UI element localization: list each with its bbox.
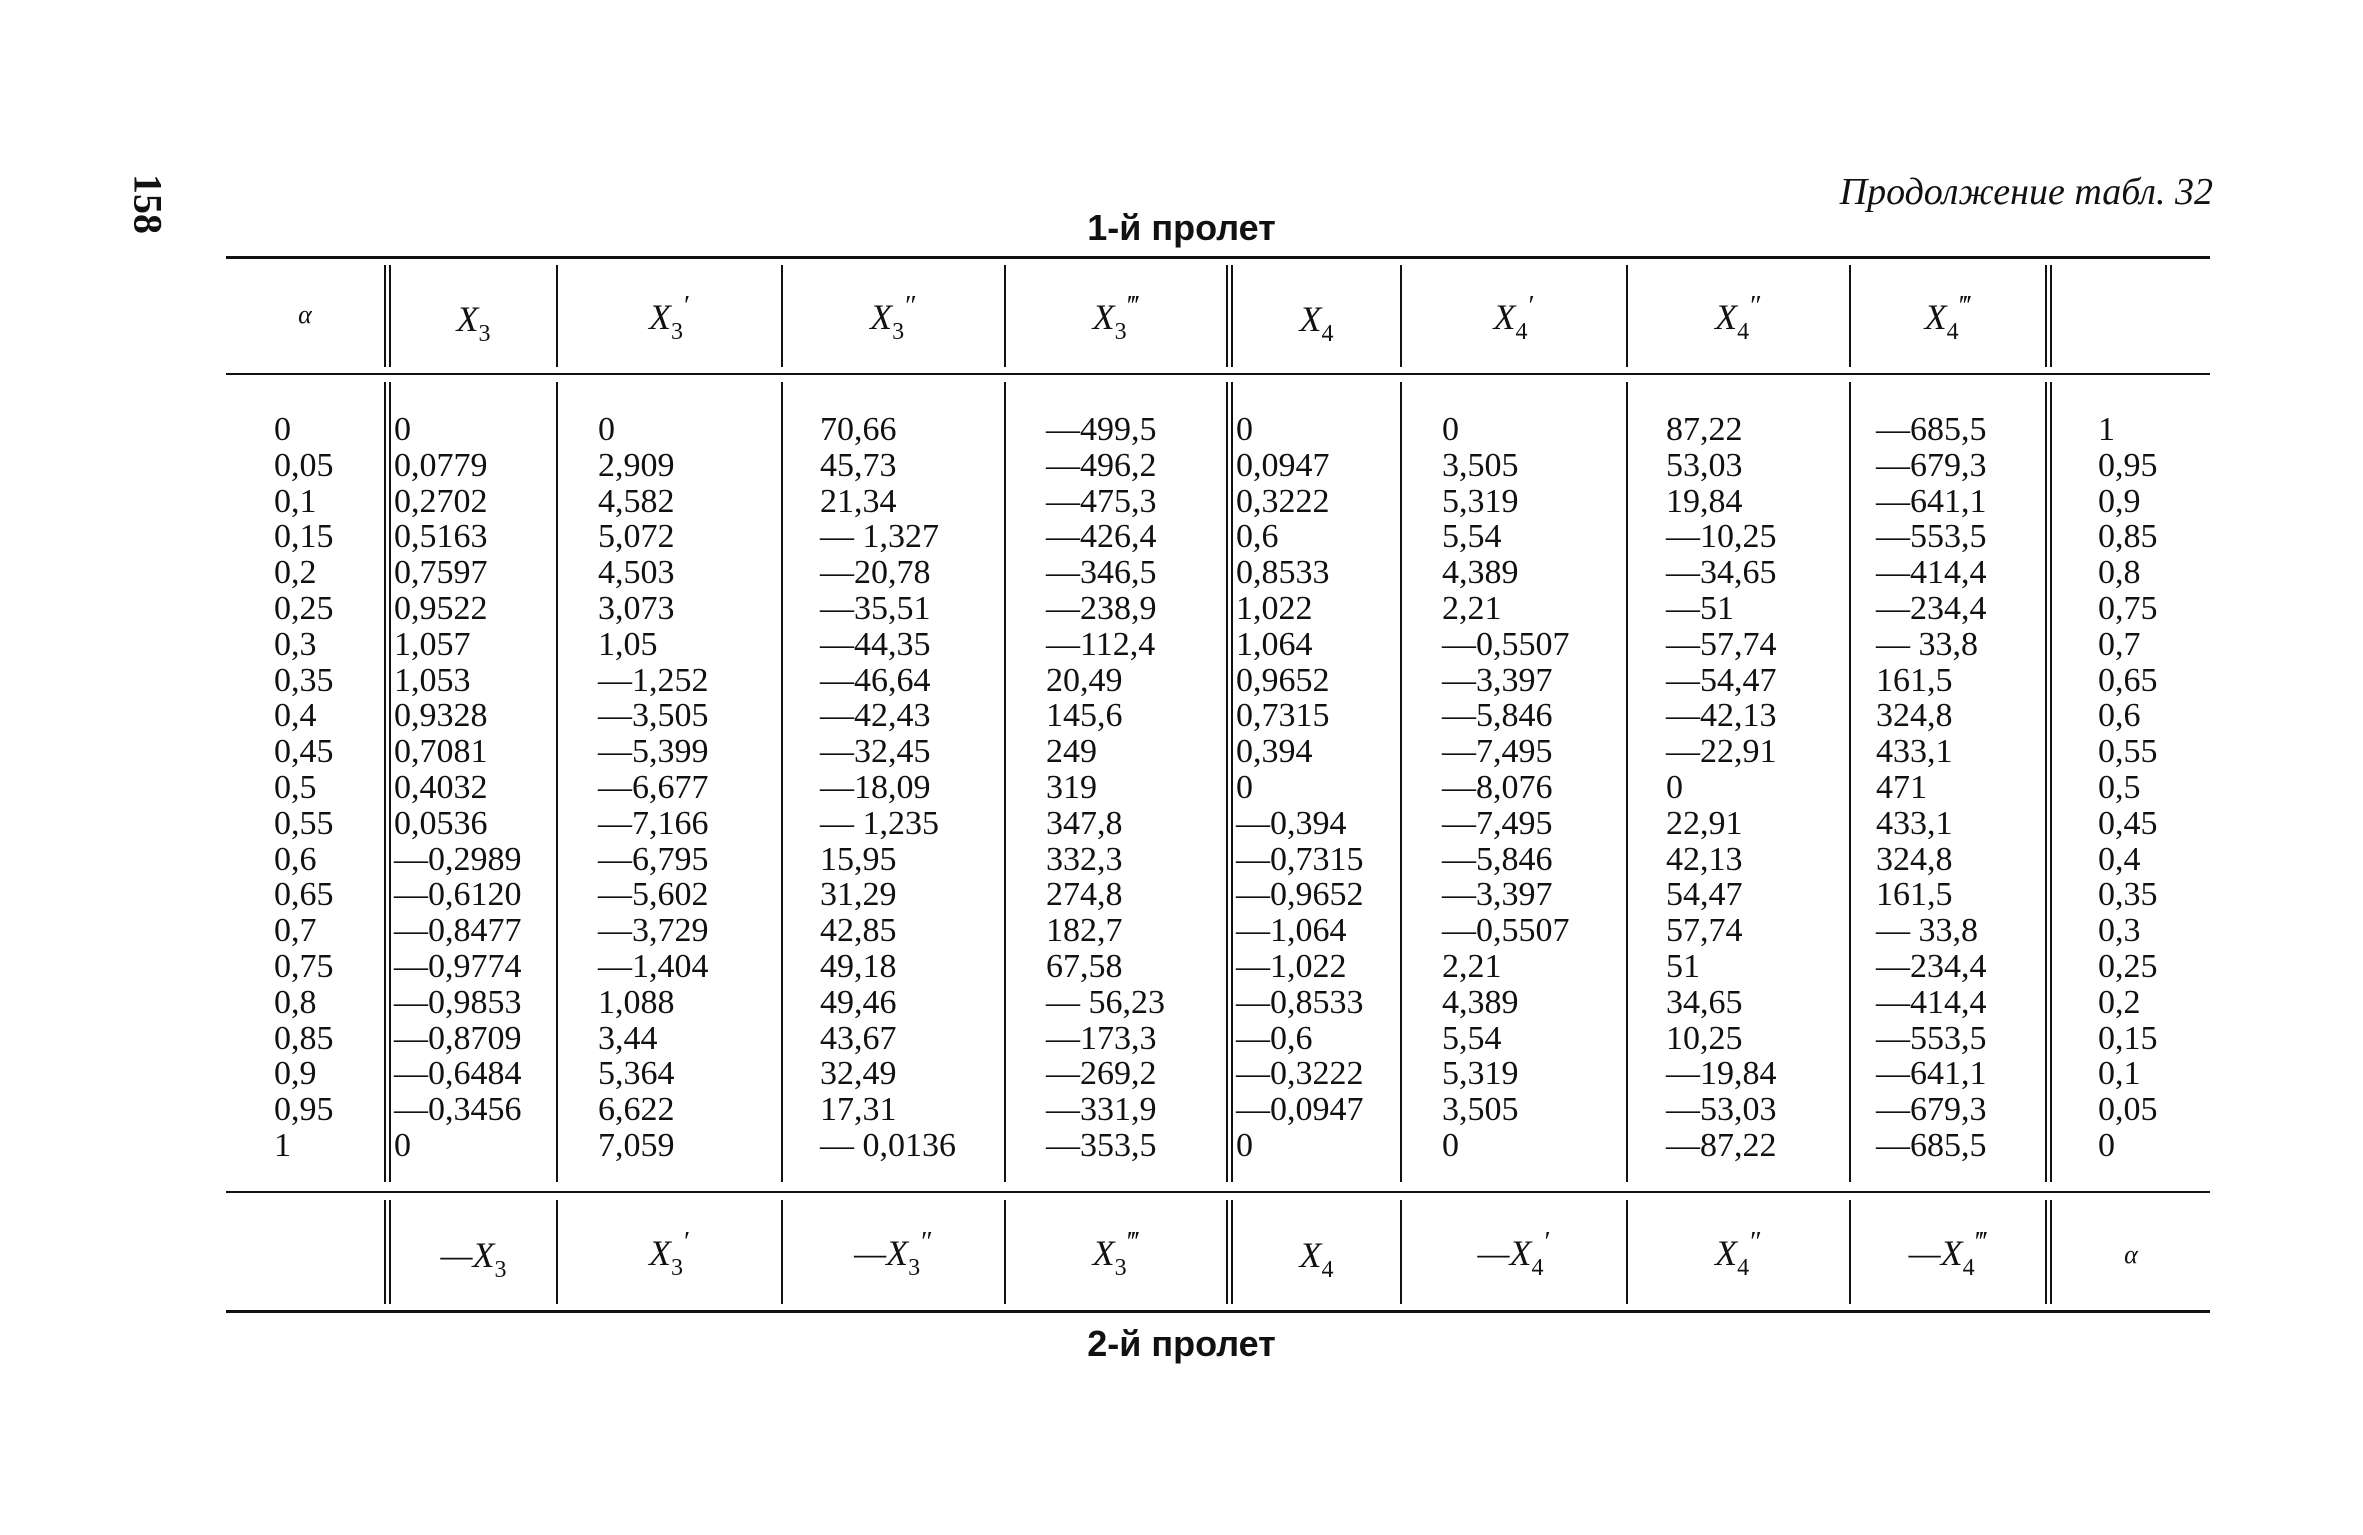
col-divider [1626, 382, 1628, 1182]
table-cell: 10,25 [1666, 1019, 1743, 1057]
header-X4: $X_4$ [1299, 299, 1334, 347]
table-cell: —1,022 [1236, 947, 1347, 985]
table-cell: 332,3 [1046, 840, 1123, 878]
table-cell: 3,505 [1442, 1091, 1519, 1129]
table-cell: 1,088 [598, 983, 675, 1021]
table-cell: —1,064 [1236, 912, 1347, 950]
table-cell: 145,6 [1046, 697, 1123, 735]
col-divider [1226, 265, 1233, 367]
table-cell: 0,8 [2098, 554, 2141, 592]
table-cell: 2,21 [1442, 589, 1502, 627]
table-cell: 0,65 [2098, 661, 2158, 699]
table-cell: 0,55 [2098, 733, 2158, 771]
table-cell: —3,505 [598, 697, 709, 735]
table-cell: —496,2 [1046, 446, 1157, 484]
table-cell: 5,54 [1442, 1019, 1502, 1057]
table-cell: —19,84 [1666, 1055, 1777, 1093]
table-cell: —112,4 [1046, 625, 1156, 663]
table-cell: —32,45 [820, 733, 931, 771]
table-cell: 0,85 [274, 1019, 334, 1057]
table-cell: 0,1 [2098, 1055, 2141, 1093]
table-cell: —414,4 [1876, 554, 1987, 592]
table-cell: 0,75 [274, 947, 334, 985]
table-cell: —0,0947 [1236, 1091, 1364, 1129]
table-cell: 0 [394, 1126, 411, 1164]
table-cell: —3,729 [598, 912, 709, 950]
column-X4-triple-prime [1876, 412, 1987, 1164]
table-cell: 15,95 [820, 840, 897, 878]
table-cell: 7,059 [598, 1126, 675, 1164]
table-cell: —51 [1666, 589, 1734, 627]
table-cell: —353,5 [1046, 1126, 1157, 1164]
table-cell: 0,85 [2098, 518, 2158, 556]
table-cell: 0,15 [274, 518, 334, 556]
table-cell: 4,503 [598, 554, 675, 592]
table-cell: —6,795 [598, 840, 709, 878]
table-cell: —641,1 [1876, 1055, 1987, 1093]
table-cell: 1,064 [1236, 625, 1313, 663]
table-cell: —0,9853 [394, 983, 522, 1021]
table-cell: 22,91 [1666, 804, 1743, 842]
header-X4-triple-prime: $X_4^‴$ [1924, 291, 1972, 345]
header-X3-triple-prime: $X_3^‴$ [1092, 291, 1140, 345]
footer-X4: $X_4$ [1299, 1235, 1334, 1283]
table-cell: 0 [2098, 1126, 2115, 1164]
table-cell: —234,4 [1876, 947, 1987, 985]
table-cell: —685,5 [1876, 1126, 1987, 1164]
table-cell: —7,495 [1442, 804, 1553, 842]
table-cell: 4,582 [598, 482, 675, 520]
table-cell: —414,4 [1876, 983, 1987, 1021]
table-cell: —553,5 [1876, 1019, 1987, 1057]
table-cell: 5,319 [1442, 482, 1519, 520]
table-cell: 0,25 [274, 589, 334, 627]
table-cell: —0,8709 [394, 1019, 522, 1057]
table-cell: 161,5 [1876, 876, 1953, 914]
table-cell: 471 [1876, 768, 1927, 806]
table-cell: 433,1 [1876, 804, 1953, 842]
table-cell: 49,18 [820, 947, 897, 985]
table-cell: 0 [274, 411, 291, 448]
table-cell: 6,622 [598, 1091, 675, 1129]
table-cell: —35,51 [820, 589, 931, 627]
footer-X3-triple-prime: $X_3^‴$ [1092, 1227, 1140, 1281]
page-number: 158 [125, 174, 171, 234]
table-cell: —269,2 [1046, 1055, 1157, 1093]
table-cell: —0,394 [1236, 804, 1347, 842]
table-cell: 0,2 [274, 554, 317, 592]
table-cell: 0 [1236, 768, 1253, 806]
table-cell: —42,43 [820, 697, 931, 735]
table-cell: 0,65 [274, 876, 334, 914]
col-divider [1849, 382, 1851, 1182]
table-cell: 1 [274, 1126, 291, 1164]
table-cell: —53,03 [1666, 1091, 1777, 1129]
table-cell: 0,1 [274, 482, 317, 520]
table-cell: 0,3222 [1236, 482, 1330, 520]
table-cell: 0,8 [274, 983, 317, 1021]
table-cell: —679,3 [1876, 446, 1987, 484]
table-cell: 0,4032 [394, 768, 488, 806]
table-cell: 0,95 [274, 1091, 334, 1129]
table-cell: —20,78 [820, 554, 931, 592]
table-cell: — 0,0136 [820, 1126, 956, 1164]
table-cell: 2,21 [1442, 947, 1502, 985]
table-cell: — 1,235 [820, 804, 939, 842]
table-cell: 0 [598, 411, 615, 448]
col-divider [1004, 382, 1006, 1182]
table-cell: 324,8 [1876, 840, 1953, 878]
column-X3 [394, 412, 522, 1164]
table-cell: 0,4 [274, 697, 317, 735]
table-cell: 433,1 [1876, 733, 1953, 771]
table-cell: —3,397 [1442, 661, 1553, 699]
table-cell: 0,5 [274, 768, 317, 806]
table-cell: 0,6 [274, 840, 317, 878]
col-divider [2045, 382, 2052, 1182]
table-cell: 5,072 [598, 518, 675, 556]
table-cell: 42,13 [1666, 840, 1743, 878]
table-cell: —5,602 [598, 876, 709, 914]
table-cell: —238,9 [1046, 589, 1157, 627]
table-cell: 51 [1666, 947, 1700, 985]
table-cell: 0,9 [274, 1055, 317, 1093]
table-cell: 0,7 [274, 912, 317, 950]
table-cell: 31,29 [820, 876, 897, 914]
table-cell: —0,8477 [394, 912, 522, 950]
col-divider [384, 382, 391, 1182]
col-divider [2045, 265, 2052, 367]
table-cell: —0,5507 [1442, 912, 1570, 950]
table-cell: —0,2989 [394, 840, 522, 878]
table-cell: 319 [1046, 768, 1097, 806]
table-cell: 0,7 [2098, 625, 2141, 663]
table-cell: —0,3222 [1236, 1055, 1364, 1093]
table-cell: 57,74 [1666, 912, 1743, 950]
table-cell: 0,7081 [394, 733, 488, 771]
table-cell: —1,404 [598, 947, 709, 985]
col-divider [2045, 1200, 2052, 1304]
table-cell: 0 [394, 411, 411, 448]
table-cell: —57,74 [1666, 625, 1777, 663]
table-cell: 1 [2098, 411, 2115, 448]
table-cell: 0,75 [2098, 589, 2158, 627]
table-cell: —34,65 [1666, 554, 1777, 592]
table-cell: 0,45 [2098, 804, 2158, 842]
footer-neg-X4-triple-prime: $—X_4^‴$ [1908, 1227, 1988, 1281]
table-cell: — 56,23 [1046, 983, 1165, 1021]
table-cell: 0,5 [2098, 768, 2141, 806]
table-cell: —44,35 [820, 625, 931, 663]
header-X3-double-prime: $X_3''$ [870, 291, 917, 345]
table-cell: —0,6484 [394, 1055, 522, 1093]
table-cell: 0,25 [2098, 947, 2158, 985]
footer-X3-prime: $X_3'$ [648, 1227, 691, 1281]
table-cell: —679,3 [1876, 1091, 1987, 1129]
table-cell: 5,364 [598, 1055, 675, 1093]
table-cell: —3,397 [1442, 876, 1553, 914]
table-cell: —5,846 [1442, 697, 1553, 735]
footer-neg-X3: $—X_3$ [440, 1235, 507, 1283]
table-cell: 0,55 [274, 804, 334, 842]
table-cell: —8,076 [1442, 768, 1553, 806]
col-divider [384, 265, 391, 367]
table-cell: —22,91 [1666, 733, 1777, 771]
table-cell: —0,9774 [394, 947, 522, 985]
table-cell: —499,5 [1046, 411, 1157, 448]
table-cell: —46,64 [820, 661, 931, 699]
header-X3: $X_3$ [456, 299, 491, 347]
table-cell: 182,7 [1046, 912, 1123, 950]
table-cell: — 33,8 [1876, 912, 1978, 950]
table-cell: —426,4 [1046, 518, 1157, 556]
table-cell: 0,3 [2098, 912, 2141, 950]
table-cell: 1,053 [394, 661, 471, 699]
table-cell: —1,252 [598, 661, 709, 699]
table-cell: 34,65 [1666, 983, 1743, 1021]
table-cell: 45,73 [820, 446, 897, 484]
table-cell: 0,6 [1236, 518, 1279, 556]
column-X3-triple-prime [1046, 412, 1165, 1164]
footer-neg-X4-prime: $—X_4'$ [1477, 1227, 1551, 1281]
table-cell: 0,95 [2098, 446, 2158, 484]
column-X3-prime [598, 412, 709, 1164]
table-rule-top [226, 256, 2210, 259]
table-cell: —0,7315 [1236, 840, 1364, 878]
table-cell: 347,8 [1046, 804, 1123, 842]
col-divider [781, 382, 783, 1182]
table-cell: 0,6 [2098, 697, 2141, 735]
table-cell: 17,31 [820, 1091, 897, 1129]
table-cell: —0,6 [1236, 1019, 1313, 1057]
header-X4-prime: $X_4'$ [1493, 291, 1535, 345]
column-X4-double-prime [1666, 412, 1777, 1164]
table-cell: —346,5 [1046, 554, 1157, 592]
table-cell: 0,7315 [1236, 697, 1330, 735]
table-cell: 0,0536 [394, 804, 488, 842]
table-cell: —87,22 [1666, 1126, 1777, 1164]
continuation-caption: Продолжение табл. 32 [1839, 171, 2213, 213]
table-cell: 2,909 [598, 446, 675, 484]
header-X4-double-prime: $X_4''$ [1715, 291, 1762, 345]
table-cell: 21,34 [820, 482, 897, 520]
header-X3-prime: $X_3'$ [648, 291, 691, 345]
column-alpha-mirror [2098, 412, 2158, 1164]
table-cell: 0 [1236, 411, 1253, 448]
table-cell: —7,495 [1442, 733, 1553, 771]
table-cell: 0,15 [2098, 1019, 2158, 1057]
table-cell: —0,9652 [1236, 876, 1364, 914]
table-cell: —173,3 [1046, 1019, 1157, 1057]
table-cell: 249 [1046, 733, 1097, 771]
table-cell: 0,35 [2098, 876, 2158, 914]
table-cell: 0,394 [1236, 733, 1313, 771]
table-cell: 0,4 [2098, 840, 2141, 878]
table-cell: 4,389 [1442, 983, 1519, 1021]
table-cell: 53,03 [1666, 446, 1743, 484]
table-cell: 0,2702 [394, 482, 488, 520]
table-cell: 20,49 [1046, 661, 1123, 699]
table-cell: 0,05 [2098, 1091, 2158, 1129]
table-cell: — 1,327 [820, 518, 939, 556]
table-cell: 0,05 [274, 446, 334, 484]
table-cell: 0,8533 [1236, 554, 1330, 592]
column-alpha [274, 412, 334, 1164]
table-cell: 3,44 [598, 1019, 658, 1057]
table-cell: 274,8 [1046, 876, 1123, 914]
table-cell: —0,6120 [394, 876, 522, 914]
table-cell: —42,13 [1666, 697, 1777, 735]
table-cell: 1,057 [394, 625, 471, 663]
table-cell: 54,47 [1666, 876, 1743, 914]
table-cell: 87,22 [1666, 411, 1743, 448]
table-cell: 1,022 [1236, 589, 1313, 627]
column-X4-prime [1442, 412, 1570, 1164]
table-cell: 1,05 [598, 625, 658, 663]
table-cell: 0,35 [274, 661, 334, 699]
table-cell: 0,9522 [394, 589, 488, 627]
table-cell: —5,846 [1442, 840, 1553, 878]
table-cell: 0 [1236, 1126, 1253, 1164]
span-title-bottom: 2-й пролет [1087, 1323, 1276, 1364]
table-cell: 0 [1442, 411, 1459, 448]
table-cell: 3,505 [1442, 446, 1519, 484]
col-divider [384, 1200, 391, 1304]
col-divider [1226, 1200, 1233, 1304]
table-cell: —0,3456 [394, 1091, 522, 1129]
table-cell: —54,47 [1666, 661, 1777, 699]
table-cell: —331,9 [1046, 1091, 1157, 1129]
table-cell: 19,84 [1666, 482, 1743, 520]
table-cell: —10,25 [1666, 518, 1777, 556]
footer-neg-X3-double-prime: $—X_3''$ [854, 1227, 933, 1281]
table-cell: —7,166 [598, 804, 709, 842]
table-cell: 3,073 [598, 589, 675, 627]
footer-X4-double-prime: $X_4''$ [1715, 1227, 1762, 1281]
table-cell: —5,399 [598, 733, 709, 771]
col-divider [556, 382, 558, 1182]
table-cell: 0,7597 [394, 554, 488, 592]
table-cell: 0,2 [2098, 983, 2141, 1021]
table-cell: —475,3 [1046, 482, 1157, 520]
table-rule-body-end [226, 1191, 2210, 1193]
table-cell: —18,09 [820, 768, 931, 806]
table-cell: 67,58 [1046, 947, 1123, 985]
table-rule-header [226, 373, 2210, 375]
table-cell: —641,1 [1876, 482, 1987, 520]
table-cell: 0,9652 [1236, 661, 1330, 699]
table-cell: 5,54 [1442, 518, 1502, 556]
col-divider [1226, 382, 1233, 1182]
footer-alpha: α [2124, 1240, 2138, 1269]
table-cell: 0,45 [274, 733, 334, 771]
table-cell: 0,0947 [1236, 446, 1330, 484]
table-cell: —0,5507 [1442, 625, 1570, 663]
header-alpha: α [298, 300, 312, 329]
table-cell: 0,0779 [394, 446, 488, 484]
table-cell: 42,85 [820, 912, 897, 950]
table-cell: 0 [1442, 1126, 1459, 1164]
column-X4 [1236, 412, 1364, 1164]
table-cell: 70,66 [820, 411, 897, 448]
table-cell: 32,49 [820, 1055, 897, 1093]
table-cell: —0,8533 [1236, 983, 1364, 1021]
table-cell: 4,389 [1442, 554, 1519, 592]
table-cell: 0,9328 [394, 697, 488, 735]
table-cell: 0 [1666, 768, 1683, 806]
table-cell: 0,9 [2098, 482, 2141, 520]
table-cell: 5,319 [1442, 1055, 1519, 1093]
table-cell: —553,5 [1876, 518, 1987, 556]
table-cell: 49,46 [820, 983, 897, 1021]
table-cell: 0,5163 [394, 518, 488, 556]
table-rule-bottom [226, 1310, 2210, 1313]
table-cell: —234,4 [1876, 589, 1987, 627]
table-cell: 43,67 [820, 1019, 897, 1057]
span-title-top: 1-й пролет [1087, 207, 1276, 248]
column-X3-double-prime [820, 412, 956, 1164]
table-cell: — 33,8 [1876, 625, 1978, 663]
table-cell: 161,5 [1876, 661, 1953, 699]
table-cell: 324,8 [1876, 697, 1953, 735]
table-cell: 0,3 [274, 625, 317, 663]
table-cell: —685,5 [1876, 411, 1987, 448]
table-cell: —6,677 [598, 768, 709, 806]
col-divider [1400, 382, 1402, 1182]
